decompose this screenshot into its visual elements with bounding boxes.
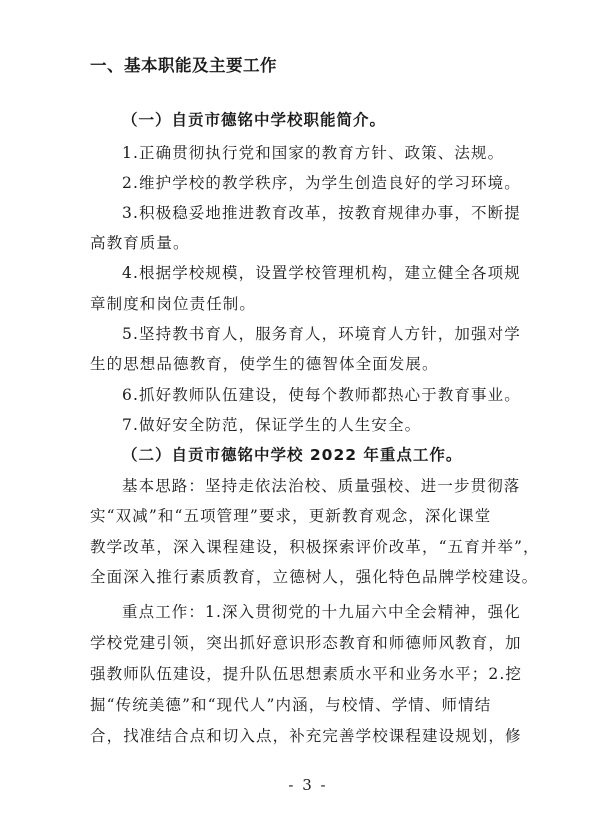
subsection-title-1: （一）自贡市德铭中学校职能简介。 <box>122 111 387 129</box>
item-2: 2.维护学校的教学秩序，为学生创造良好的学习环境。 <box>122 174 521 192</box>
subsection-title-2: （二）自贡市德铭中学校 2022 年重点工作。 <box>122 446 463 464</box>
item-4-line-1: 4.根据学校规模，设置学校管理机构，建立健全各项规 <box>122 264 521 282</box>
para1-line-1: 基本思路：坚持走依法治校、质量强校、进一步贯彻落 <box>122 477 521 495</box>
para2-line-5: 合，找准结合点和切入点，补充完善学校课程建设规划，修 <box>90 727 522 745</box>
section-heading: 一、基本职能及主要工作 <box>90 56 277 75</box>
item-4-line-2: 章制度和岗位责任制。 <box>90 295 257 313</box>
para2-line-1: 重点工作：1.深入贯彻党的十九届六中全会精神，强化 <box>122 603 521 621</box>
item-1: 1.正确贯彻执行党和国家的教育方针、政策、法规。 <box>122 144 505 162</box>
item-3-line-2: 高教育质量。 <box>90 234 190 252</box>
item-5-line-2: 生的思想品德教育，使学生的德智体全面发展。 <box>90 355 439 373</box>
para1-line-4: 全面深入推行素质教育，立德树人，强化特色品牌学校建设。 <box>90 568 539 586</box>
para1-line-2: 实“双减”和“五项管理”要求，更新教育观念，深化课堂 <box>90 507 492 525</box>
para2-line-3: 强教师队伍建设，提升队伍思想素质水平和业务水平；2.挖 <box>90 665 522 683</box>
item-3-line-1: 3.积极稳妥地推进教育改革，按教育规律办事，不断提 <box>122 204 521 222</box>
para2-line-4: 掘“传统美德”和“现代人”内涵，与校情、学情、师情结 <box>90 696 492 714</box>
page-number: - 3 - <box>288 776 328 794</box>
item-5-line-1: 5.坚持教书育人，服务育人，环境育人方针，加强对学 <box>122 325 521 343</box>
item-6: 6.抓好教师队伍建设，使每个教师都热心于教育事业。 <box>122 386 521 404</box>
para2-line-2: 学校党建引领，突出抓好意识形态教育和师德师风教育，加 <box>90 634 522 652</box>
item-7: 7.做好安全防范，保证学生的人生安全。 <box>122 416 422 434</box>
para1-line-3: 教学改革，深入课程建设，积极探索评价改革，“五育并举”， <box>90 538 540 556</box>
